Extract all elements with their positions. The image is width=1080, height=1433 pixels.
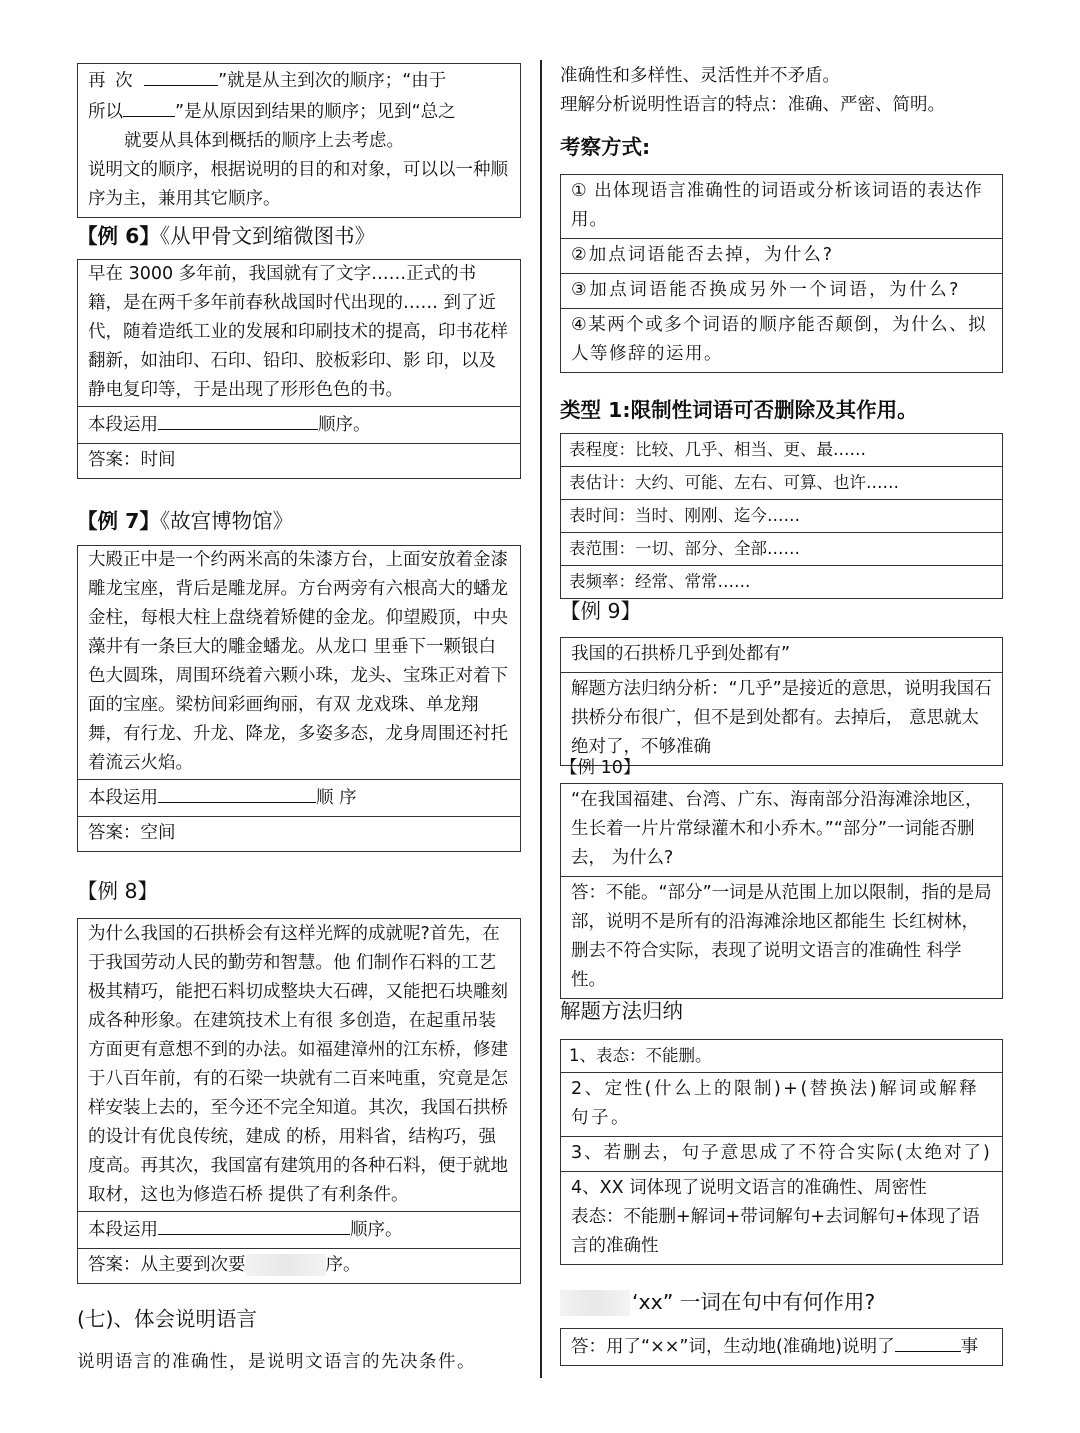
type-time: 表时间：当时、刚刚、迄今…… [561, 499, 1002, 532]
intro-box [77, 63, 521, 218]
redacted-heading-prefix [560, 1290, 630, 1316]
type-degree: 表程度：比较、几乎、相当、更、最…… [569, 440, 866, 459]
type-scope: 表范围：一切、部分、全部…… [561, 532, 1002, 565]
example-8-box [77, 918, 521, 1284]
assessment-item-3: ③加点词语能否换成另外一个词语，为什么? [561, 273, 1002, 308]
intro-blank-2[interactable] [123, 96, 175, 117]
intro-blank-1[interactable] [144, 65, 218, 86]
intro-line4: 说明文的顺序，根据说明的目的和对象，可以以一种顺序为主，兼用其它顺序。 [88, 160, 508, 209]
example-9-box [560, 637, 1003, 766]
intro-line3: 就要从具体到概括的顺序上去考虑。 [124, 131, 404, 151]
example-8-fill-suffix: 顺序。 [350, 1220, 403, 1240]
example-8-title: 【例 8】 [77, 879, 159, 903]
example-7-fill [78, 779, 520, 816]
example-6-fill-label: 本段运用 [88, 415, 158, 435]
example-8-blank[interactable] [158, 1214, 350, 1235]
assessment-item-1: ① 出体现语言准确性的词语或分析该词语的表达作用。 [571, 181, 983, 230]
example-8-answer-b: 序。 [325, 1255, 361, 1275]
example-6-blank[interactable] [158, 409, 318, 430]
example-10-title: 【例 10】 [560, 758, 641, 778]
example-6-fill-suffix: 顺序。 [318, 415, 371, 435]
method-2: 2、定性(什么上的限制)+(替换法)解词或解释句子。 [561, 1072, 1002, 1136]
section-7-heading: (七)、体会说明语言 [77, 1307, 257, 1331]
example-9-title: 【例 9】 [560, 599, 642, 623]
methods-box [560, 1039, 1003, 1265]
example-8-answer-a: 答案：从主要到次要 [88, 1255, 246, 1275]
example-8-fill-label: 本段运用 [88, 1220, 158, 1240]
example-8-fill [78, 1211, 520, 1248]
intro-line2-a: 所以 [88, 102, 123, 122]
example-7-name: 《故宫博物馆》 [159, 509, 294, 533]
example-7-box [77, 545, 521, 852]
example-6-name: 《从甲骨文到缩微图书》 [159, 224, 376, 248]
example-10-box [560, 783, 1003, 999]
example-6-box [77, 259, 521, 479]
example-7-label: 【例 7】 [77, 509, 160, 533]
bottom-answer-text: 答：用了“××”词，生动地(准确地)说明了 [571, 1337, 895, 1357]
method-heading: 解题方法归纳 [560, 999, 683, 1023]
example-8-answer [78, 1248, 520, 1283]
method-4: 4、XX 词体现了说明文语言的准确性、周密性 表态：不能删+解词+带词解句+去词解句+体现了语言的准确性 [561, 1171, 1002, 1264]
example-9-quote: 我国的石拱桥几乎到处都有” [571, 644, 791, 664]
bottom-answer [561, 1329, 1002, 1365]
example-6-fill [78, 406, 520, 443]
column-divider [540, 60, 542, 1378]
example-8-text: 为什么我国的石拱桥会有这样光辉的成就呢?首先，在于我国劳动人民的勤劳和智慧。他 们制作石料的工艺极其精巧，能把石料切成整块大石碑，又能把石块雕刻成各种形象。在建筑技术上有很 多创造，在起重吊装方面更有意想不到的办法。如福建漳州的江东桥，修建于八百年前，有的石梁一块就有二百来吨重，究竟是怎样安装上去的，至今还不完全知道。其次，我国石拱桥的设计有优良传统，建成 的桥，用料省，结构巧，强度高。再其次，我国富有建筑用的各种石料，便于就地取材，这也为修造石桥 提供了有利条件。 [88, 924, 508, 1205]
right-top-para-2: 理解分析说明性语言的特点：准确、严密、简明。 [560, 95, 945, 115]
xx-role-heading: ‘xx” 一词在句中有何作用? [632, 1290, 876, 1314]
assessment-box [560, 174, 1003, 373]
bottom-answer-suffix: 事 [960, 1337, 979, 1357]
example-9-analysis: 解题方法归纳分析：“几乎”是接近的意思，说明我国石拱桥分布很广，但不是到处都有。去掉后， 意思就太绝对了，不够准确 [561, 672, 1002, 765]
example-10-question: “在我国福建、台湾、广东、海南部分沿海滩涂地区，生长着一片片常绿灌木和小乔木。”“部分”一词能否删去， 为什么? [571, 790, 983, 868]
example-6-answer: 答案：时间 [78, 443, 520, 478]
type-1-heading: 类型 1:限制性词语可否删除及其作用。 [560, 398, 918, 422]
assessment-item-4: ④某两个或多个词语的顺序能否颠倒，为什么、拟人等修辞的运用。 [561, 308, 1002, 372]
example-7-title [77, 506, 293, 536]
intro-line2-b: ”是从原因到结果的顺序；见到“总之 [175, 102, 456, 122]
example-6-label: 【例 6】 [77, 224, 160, 248]
example-7-fill-label: 本段运用 [88, 788, 158, 808]
example-6-title [77, 221, 375, 251]
example-10-answer: 答：不能。“部分”一词是从范围上加以限制，指的是局部，说明不是所有的沿海滩涂地区都能生 长红树林，删去不符合实际，表现了说明文语言的准确性 科学性。 [561, 876, 1002, 998]
example-6-text: 早在 3000 多年前，我国就有了文字……正式的书籍，是在两千多年前春秋战国时代出现的…… 到了近代，随着造纸工业的发展和印刷技术的提高，印书花样翻新，如油印、石印、铅印、胶板彩印、影 印，以及静电复印等，于是出现了形形色色的书。 [88, 264, 508, 400]
type-estimate: 表估计：大约、可能、左右、可算、也许…… [561, 466, 1002, 499]
method-3: 3、若删去，句子意思成了不符合实际(太绝对了) [561, 1136, 1002, 1171]
example-7-text: 大殿正中是一个约两米高的朱漆方台，上面安放着金漆雕龙宝座，背后是雕龙屏。方台两旁有六根高大的蟠龙金柱，每根大柱上盘绕着矫健的金龙。仰望殿顶，中央藻井有一条巨大的雕金蟠龙。从龙口 里垂下一颗银白色大圆珠，周围环绕着六颗小珠，龙头、宝珠正对着下面的宝座。梁枋间彩画绚丽，有双 龙戏珠、单龙翔舞，有行龙、升龙、降龙，多姿多态，龙身周围还衬托着流云火焰。 [88, 550, 508, 773]
bottom-answer-box [560, 1328, 1003, 1366]
method-1: 1、表态：不能删。 [569, 1046, 712, 1065]
type-frequency: 表频率：经常、常常…… [561, 565, 1002, 598]
assessment-item-2: ②加点词语能否去掉，为什么? [561, 238, 1002, 273]
section-7-paragraph: 说明语言的准确性，是说明文语言的先决条件。 [77, 1352, 476, 1372]
intro-line1-a: 再 次 [88, 71, 135, 91]
redacted-text [246, 1254, 326, 1276]
intro-line1-b: ”就是从主到次的顺序；“由于 [218, 71, 447, 91]
right-top-para-1: 准确性和多样性、灵活性并不矛盾。 [560, 66, 840, 86]
example-7-fill-suffix: 顺 序 [316, 788, 357, 808]
example-7-answer: 答案：空间 [78, 816, 520, 851]
assessment-heading: 考察方式: [560, 135, 651, 159]
bottom-answer-blank[interactable] [895, 1331, 961, 1352]
types-box [560, 433, 1003, 599]
intro-text [78, 64, 520, 217]
example-7-blank[interactable] [158, 782, 316, 803]
